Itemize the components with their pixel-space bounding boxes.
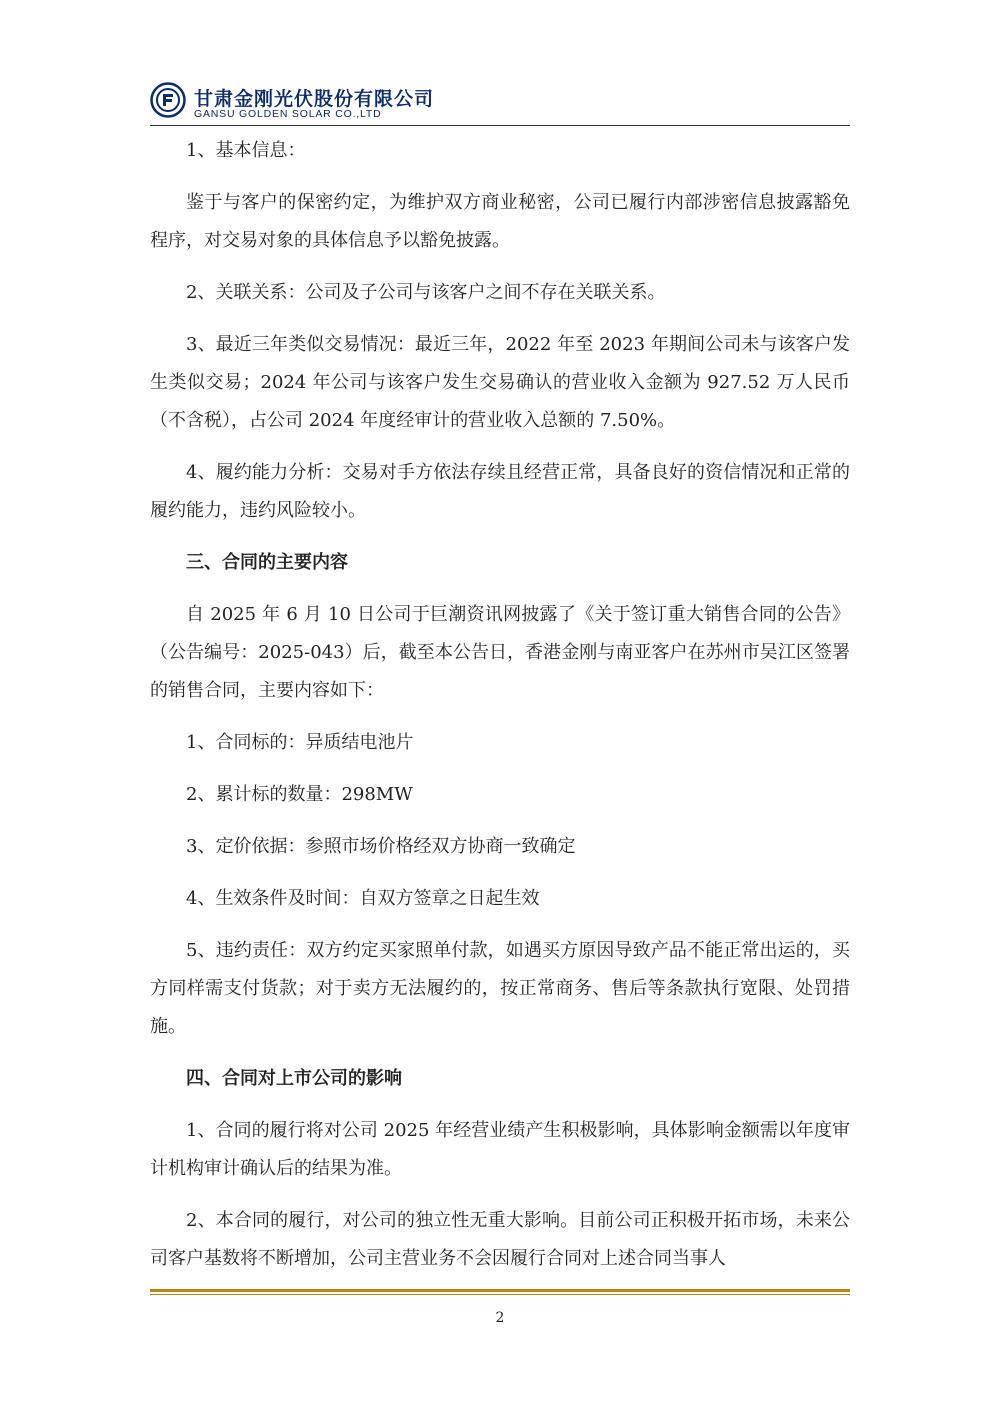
paragraph-contract-quantity: 2、累计标的数量：298MW <box>186 784 413 805</box>
paragraph-impact-independence: 2、本合同的履行，对公司的独立性无重大影响。目前公司正积极开拓市场，未来公司客户基数将不断增加，公司主营业务不会因履行合同对上述合同当事人 <box>150 1210 850 1269</box>
page-number: 2 <box>495 1310 505 1326</box>
footer-divider-thin <box>150 1294 850 1295</box>
paragraph-contract-intro: 自 2025 年 6 月 10 日公司于巨潮资讯网披露了《关于签订重大销售合同的公告》（公告编号：2025-043）后，截至本公告日，香港金刚与南亚客户在苏州市吴江区签署的销售合同，主要内容如下： <box>150 604 850 701</box>
paragraph-performance-ability: 4、履约能力分析：交易对手方依法存续且经营正常，具备良好的资信情况和正常的履约能力，违约风险较小。 <box>150 462 850 521</box>
company-logo-icon <box>150 82 186 118</box>
company-name-cn: 甘肃金刚光伏股份有限公司 <box>194 88 435 110</box>
paragraph-impact-performance: 1、合同的履行将对公司 2025 年经营业绩产生积极影响，具体影响金额需以年度审计机构审计确认后的结果为准。 <box>150 1120 850 1179</box>
paragraph-breach-liability: 5、违约责任：双方约定买家照单付款，如遇买方原因导致产品不能正常出运的，买方同样需支付货款；对于卖方无法履约的，按正常商务、售后等条款执行宽限、处罚措施。 <box>150 940 850 1037</box>
footer-divider-thick <box>150 1289 850 1292</box>
page-header <box>150 78 850 128</box>
paragraph-confidentiality: 鉴于与客户的保密约定，为维护双方商业秘密，公司已履行内部涉密信息披露豁免程序，对交易对象的具体信息予以豁免披露。 <box>150 192 850 251</box>
paragraph-pricing-basis: 3、定价依据：参照市场价格经双方协商一致确定 <box>186 836 576 857</box>
paragraph-contract-subject: 1、合同标的：异质结电池片 <box>186 732 414 753</box>
section-heading-contract-content: 三、合同的主要内容 <box>186 552 348 573</box>
document-body <box>150 128 850 1278</box>
paragraph-effective-conditions: 4、生效条件及时间：自双方签章之日起生效 <box>186 888 540 909</box>
paragraph-recent-transactions: 3、最近三年类似交易情况：最近三年，2022 年至 2023 年期间公司未与该客户发生类似交易；2024 年公司与该客户发生交易确认的营业收入金额为 927.52 万人民币（不含税），占公司 2024 年度经审计的营业收入总额的 7.50%。 <box>150 334 850 431</box>
header-divider <box>150 125 850 126</box>
paragraph-relationship: 2、关联关系：公司及子公司与该客户之间不存在关联关系。 <box>186 282 666 303</box>
company-name-en: GANSU GOLDEN SOLAR CO.,LTD <box>194 108 382 120</box>
section-heading-contract-impact: 四、合同对上市公司的影响 <box>186 1068 402 1089</box>
paragraph-basic-info: 1、基本信息： <box>186 140 306 161</box>
